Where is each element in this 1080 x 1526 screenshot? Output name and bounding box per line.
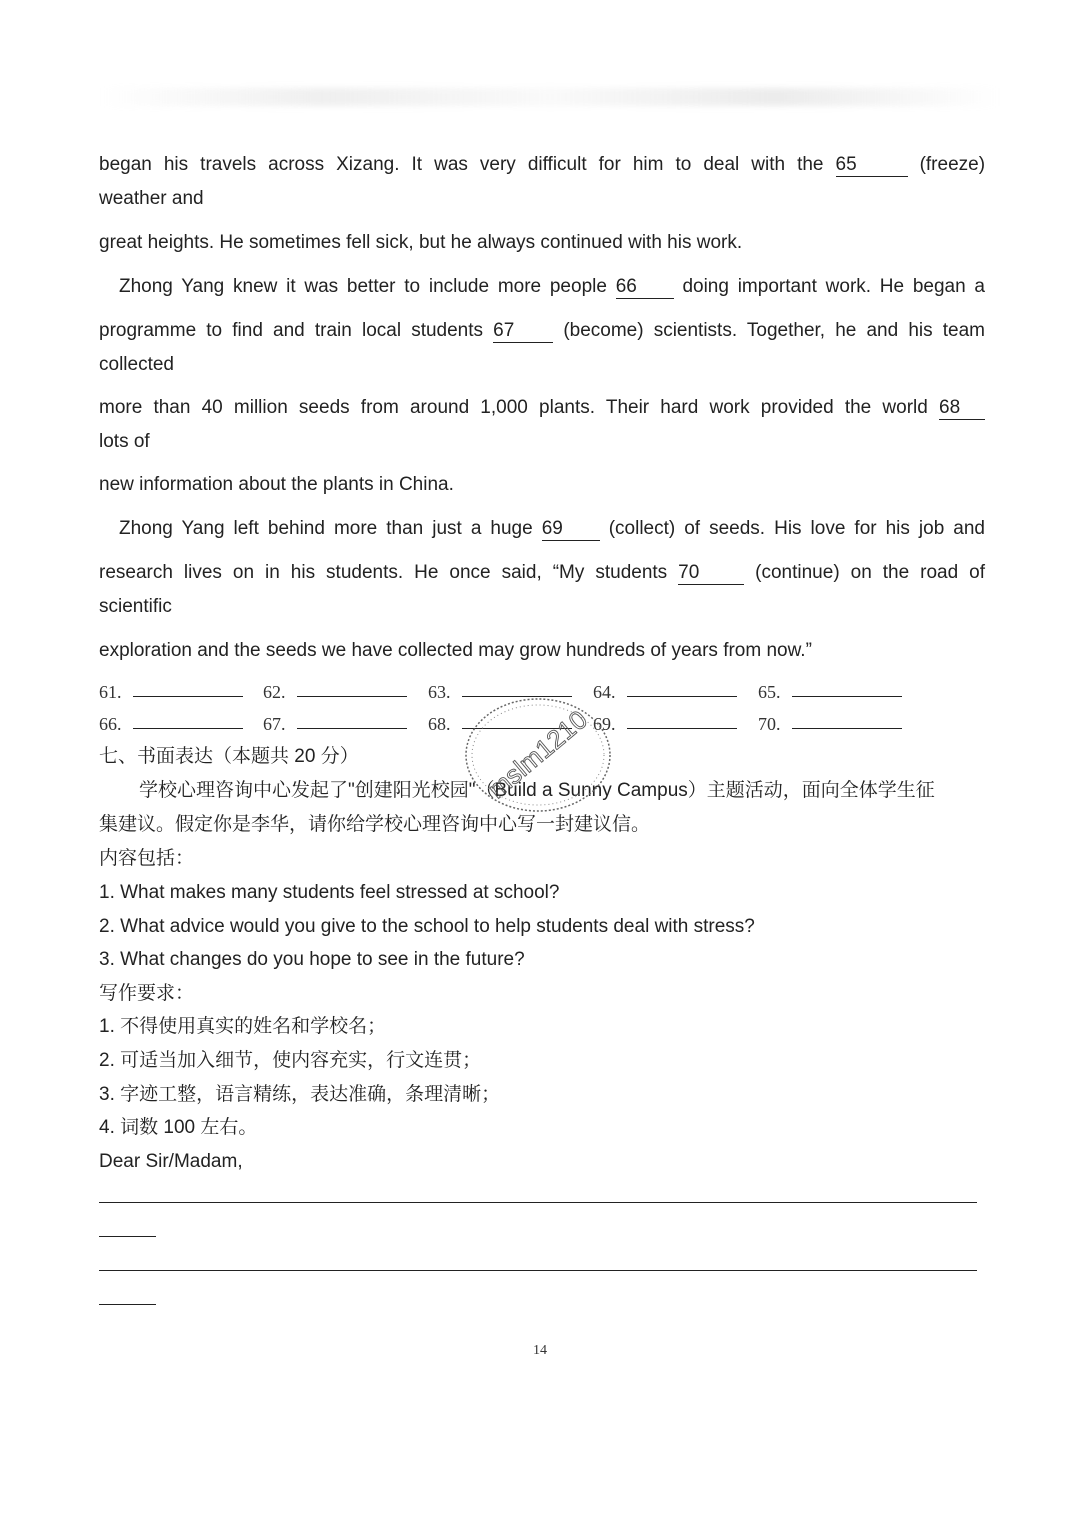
answer-line (297, 728, 407, 729)
passage-text: (continue) on the road of (755, 562, 985, 583)
writing-line[interactable] (99, 1202, 977, 1203)
watermark-stamp (462, 695, 614, 815)
answer-line (297, 696, 407, 697)
answer-line (133, 696, 243, 697)
passage-text: (collect) of seeds. His love for his job and (608, 518, 985, 539)
passage-line-6: new information about the plants in China. (99, 474, 454, 495)
passage-line-5 (99, 391, 985, 425)
answer-slot-61[interactable]: 61. (99, 682, 122, 703)
answer-slot-66[interactable]: 66. (99, 714, 122, 735)
passage-line-1 (99, 148, 985, 182)
answer-slot-63[interactable]: 63. (428, 682, 451, 703)
blank-69: 69 (542, 518, 600, 541)
passage-text: Zhong Yang knew it was better to include more people (119, 276, 607, 297)
passage-line-7 (99, 512, 985, 546)
passage-line-4b: collected (99, 354, 174, 375)
passage-text: (freeze) (919, 154, 986, 175)
answer-slot-68[interactable]: 68. (428, 714, 451, 735)
salutation: Dear Sir/Madam, (99, 1151, 243, 1172)
answer-slot-67[interactable]: 67. (263, 714, 286, 735)
writing-line[interactable] (99, 1236, 156, 1237)
blank-67: 67 (493, 320, 553, 343)
writing-line[interactable] (99, 1270, 977, 1271)
content-point-2: 2. What advice would you give to the school to help students deal with stress? (99, 916, 755, 937)
passage-line-5b: lots of (99, 431, 150, 452)
answer-line (133, 728, 243, 729)
passage-text: began his travels across Xizang. It was very difficult for him to deal with the (99, 154, 824, 175)
passage-text: Zhong Yang left behind more than just a huge (119, 518, 533, 539)
blank-68: 68 (939, 397, 985, 420)
blank-65: 65 (836, 154, 908, 177)
page-number: 14 (533, 1343, 547, 1358)
watermark-text: mslm1210 (481, 704, 593, 805)
answer-line (627, 696, 737, 697)
requirements-label: 写作要求： (99, 983, 195, 1004)
answer-line (792, 696, 902, 697)
answer-slot-70[interactable]: 70. (758, 714, 781, 735)
writing-line[interactable] (99, 1304, 156, 1305)
answer-line (792, 728, 902, 729)
passage-line-8b: scientific (99, 596, 172, 617)
answer-slot-62[interactable]: 62. (263, 682, 286, 703)
requirement-1: 1. 不得使用真实的姓名和学校名； (99, 1016, 387, 1037)
requirement-4: 4. 词数 100 左右。 (99, 1117, 258, 1138)
content-point-1: 1. What makes many students feel stressed at school? (99, 882, 560, 903)
answer-slot-65[interactable]: 65. (758, 682, 781, 703)
passage-line-3 (99, 270, 985, 304)
passage-text: (become) scientists. Together, he and his team (563, 320, 985, 341)
writing-intro-line-2: 集建议。假定你是李华，请你给学校心理咨询中心写一封建议信。 (99, 814, 651, 835)
scan-smudge (100, 88, 1000, 106)
blank-70: 70 (678, 562, 744, 585)
passage-text: programme to find and train local students (99, 320, 484, 341)
writing-intro-line-1: 学校心理咨询中心发起了"创建阳光校园"（Build a Sunny Campus）主题活动，面向全体学生征 (139, 780, 935, 801)
passage-line-9: exploration and the seeds we have collected may grow hundreds of years from now.” (99, 640, 812, 661)
answer-slot-69[interactable]: 69. (593, 714, 616, 735)
blank-66: 66 (616, 276, 674, 299)
passage-text: research lives on in his students. He once said, “My students (99, 562, 668, 583)
section-heading: 七、书面表达（本题共 20 分） (99, 746, 359, 767)
answer-slot-64[interactable]: 64. (593, 682, 616, 703)
answer-line (627, 728, 737, 729)
content-label: 内容包括： (99, 848, 195, 869)
passage-line-4 (99, 314, 985, 348)
passage-line-1b: weather and (99, 188, 204, 209)
passage-text: doing important work. He began a (682, 276, 986, 297)
requirement-2: 2. 可适当加入细节，使内容充实，行文连贯； (99, 1050, 482, 1071)
passage-line-2: great heights. He sometimes fell sick, but he always continued with his work. (99, 232, 743, 253)
content-point-3: 3. What changes do you hope to see in the future? (99, 949, 525, 970)
passage-text: more than 40 million seeds from around 1,000 plants. Their hard work provided the world (99, 397, 928, 418)
passage-line-8 (99, 556, 985, 590)
requirement-3: 3. 字迹工整，语言精练，表达准确，条理清晰； (99, 1084, 501, 1105)
